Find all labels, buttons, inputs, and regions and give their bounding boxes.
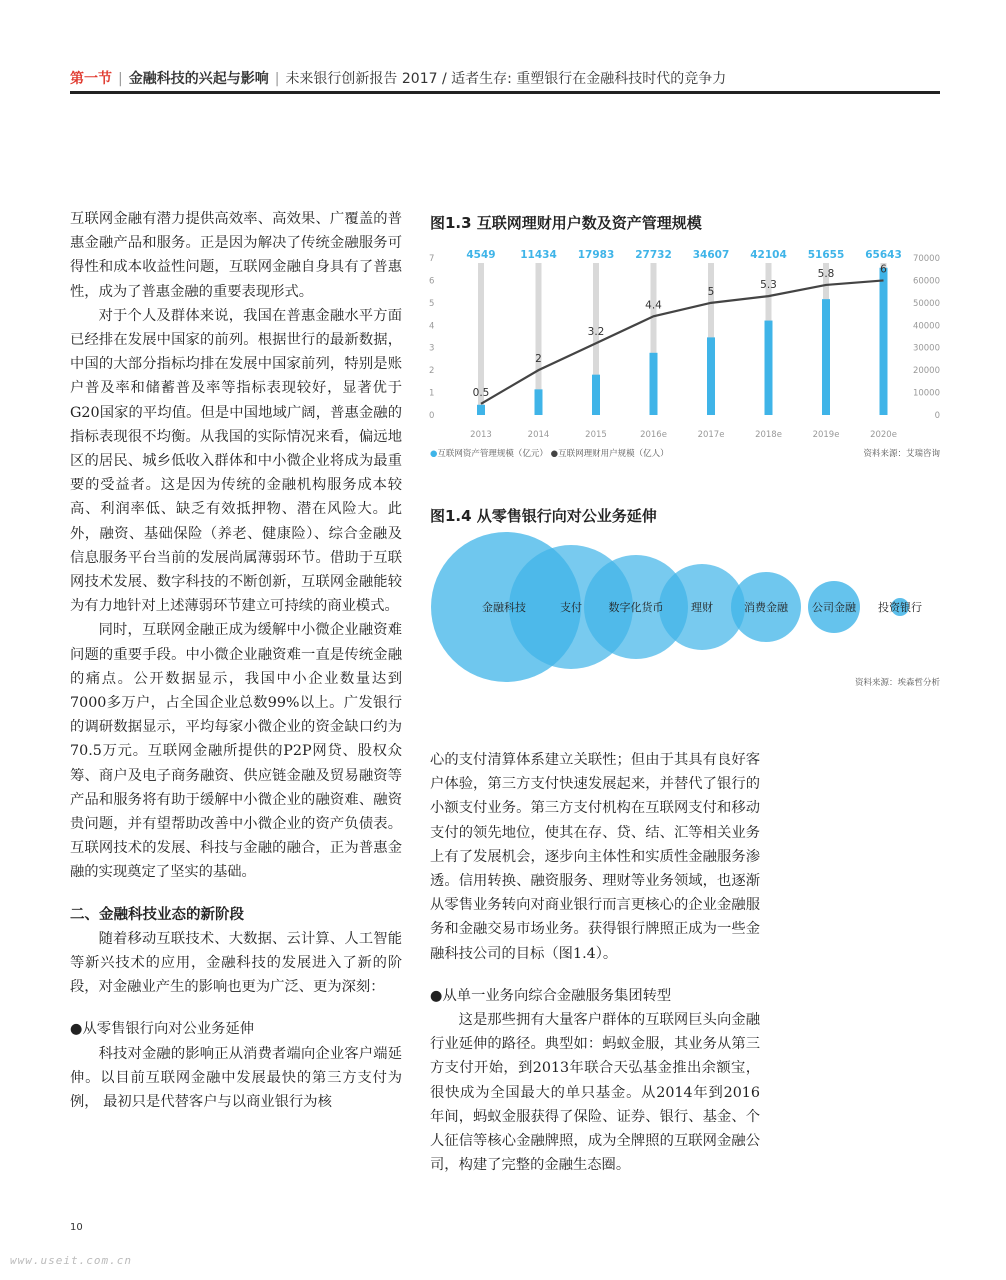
figure-1-3-title: 图1.3 互联网理财用户数及资产管理规模 — [430, 214, 702, 232]
bullet-heading: ●从单一业务向综合金融服务集团转型 — [430, 987, 672, 1004]
line-value-label: 0.5 — [472, 386, 490, 399]
line-value-label: 6 — [880, 263, 887, 276]
bar — [592, 375, 600, 415]
left-column — [70, 207, 402, 1114]
figure-1-4-circles — [426, 532, 944, 682]
paragraph: 随着移动互联技术、大数据、云计算、人工智能等新兴技术的应用，金融科技的发展进入了新的阶段，对金融业产生的影响也更为广泛、更为深刻： — [70, 930, 402, 996]
bar — [535, 389, 543, 415]
paragraph: 互联网金融有潜力提供高效率、高效果、广覆盖的普惠金融产品和服务。正是因为解决了传统金融服务可得性和成本收益性问题，互联网金融自身具有了普惠性，成为了普惠金融的重要表现形式。 — [70, 211, 402, 300]
bar — [880, 268, 888, 415]
right-tick-label: 30000 — [912, 343, 940, 354]
right-tick-label: 70000 — [912, 254, 940, 264]
bar-value-label: 34607 — [692, 249, 730, 261]
bar — [650, 353, 658, 415]
line-value-label: 3.2 — [587, 326, 605, 339]
spacer — [430, 966, 760, 984]
left-tick-label: 1 — [429, 388, 435, 399]
right-column — [430, 748, 760, 1177]
page-number: 10 — [70, 1222, 83, 1233]
venn-label: 支付 — [560, 601, 582, 614]
paragraph: 科技对金融的影响正从消费者端向企业客户端延伸。以目前互联网金融中发展最快的第三方支付为例， 最初只是代替客户与以商业银行为核 — [70, 1045, 402, 1110]
line-value-label: 2 — [535, 353, 542, 366]
right-tick-label: 40000 — [912, 321, 940, 332]
right-tick-label: 0 — [934, 411, 940, 421]
venn-label: 投资银行 — [878, 601, 922, 614]
figure-1-3-source: 资料来源：艾瑞咨询 — [863, 449, 940, 459]
line-value-label: 5.3 — [760, 279, 777, 292]
figure-1-3-chart — [426, 240, 944, 445]
left-tick-label: 0 — [429, 411, 435, 421]
line-value-label: 5.8 — [817, 267, 835, 280]
venn-label: 数字化货币 — [608, 601, 664, 614]
figure-1-4-source: 资料来源：埃森哲分析 — [854, 678, 940, 688]
x-tick-label: 2020e — [870, 430, 897, 440]
paragraph: 对于个人及群体来说，我国在普惠金融水平方面已经排在发展中国家的前列。根据世行的最新数据，中国的大部分指标均排在发展中国家前列，特别是账户普及率和储蓄普及率等指标表现较好，显著优于G20国家的平均值。但是中国地域广阔，普惠金融的指标表现很不均衡。从我国的实际情况来看，偏远地区的居民、城乡低收入群体和中小微企业将成为最重要的受益者。这是因为传统的金融机构服务成本较高、利润率低、缺乏有效抵押物、潜在风险大。此外，融资、基础保险（养老、健康险）、综合金融及信息服务平台当前的发展尚属薄弱环节。借助于互联网技术发展、数字科技的不断创新，互联网金融能较为有力地针对上述薄弱环节建立可持续的商业模式。 — [70, 307, 402, 615]
venn-label: 金融科技 — [482, 601, 526, 614]
legend-line-marker: ● — [550, 449, 559, 459]
header-rule — [70, 91, 940, 94]
bar — [822, 299, 830, 415]
left-tick-label: 3 — [429, 343, 435, 354]
x-tick-label: 2013 — [470, 430, 492, 440]
running-header: 第一节 | 金融科技的兴起与影响 | 未来银行创新报告 2017 / 适者生存: 重塑银行在金融科技时代的竞争力 — [70, 71, 727, 87]
legend-bar-marker: ● — [430, 449, 438, 459]
report-title: 未来银行创新报告 2017 / 适者生存: 重塑银行在金融科技时代的竞争力 — [285, 71, 727, 87]
x-tick-label: 2014 — [527, 430, 550, 440]
x-tick-label: 2016e — [640, 430, 667, 440]
section-heading: 二、金融科技业态的新阶段 — [70, 906, 244, 923]
legend-line-label: 互联网理财用户规模（亿人） — [558, 449, 669, 459]
x-tick-label: 2015 — [585, 430, 607, 440]
left-tick-label: 6 — [429, 276, 435, 287]
section-title: 金融科技的兴起与影响 — [128, 71, 269, 87]
right-tick-label: 20000 — [912, 366, 940, 377]
section-label: 第一节 — [70, 71, 112, 87]
x-tick-label: 2017e — [697, 430, 725, 440]
venn-label: 理财 — [691, 601, 713, 614]
right-tick-label: 60000 — [912, 276, 940, 287]
bar-value-label: 17983 — [577, 249, 615, 261]
bar — [765, 321, 773, 415]
bar-value-label: 65643 — [865, 249, 902, 261]
spacer — [70, 885, 402, 903]
paragraph: 同时，互联网金融正成为缓解中小微企业融资难问题的重要手段。中小微企业融资难一直是传统金融的痛点。公开数据显示，我国中小企业数量达到7000多万户，占全国企业总数99%以上。广发银行的调研数据显示，平均每家小微企业的资金缺口约为70.5万元。互联网金融所提供的P2P网贷、股权众筹、商户及电子商务融资、供应链金融及贸易融资等产品和服务将有助于缓解中小微企业的融资难、融资贵问题，并有望帮助改善中小微企业的资产负债表。互联网技术的发展、科技与金融的融合，正为普惠金融的实现奠定了坚实的基础。 — [70, 622, 402, 881]
venn-label: 公司金融 — [812, 601, 856, 614]
x-tick-label: 2018e — [755, 430, 782, 440]
legend-bar-label: 互联网资产管理规模（亿元） — [437, 449, 548, 459]
figure-1-4-title: 图1.4 从零售银行向对公业务延伸 — [430, 507, 657, 525]
bar — [707, 337, 715, 415]
bar-value-label: 27732 — [635, 249, 672, 261]
bar-value-label: 4549 — [466, 249, 496, 261]
bar-value-label: 42104 — [750, 249, 787, 261]
line-value-label: 4.4 — [645, 299, 662, 312]
bar-value-label: 51655 — [807, 249, 845, 261]
left-tick-label: 4 — [429, 321, 435, 332]
left-tick-label: 2 — [429, 366, 435, 377]
bullet-heading: ●从零售银行向对公业务延伸 — [70, 1021, 255, 1038]
right-tick-label: 50000 — [912, 298, 940, 309]
venn-label: 消费金融 — [744, 601, 788, 614]
x-tick-label: 2019e — [812, 430, 840, 440]
right-tick-label: 10000 — [912, 388, 940, 399]
paragraph: 这是那些拥有大量客户群体的互联网巨头向金融行业延伸的路径。典型如：蚂蚁金服，其业务从第三方支付开始，到2013年联合天弘基金推出余额宝，很快成为全国最大的单只基金。从2014年到2016年间，蚂蚁金服获得了保险、证券、银行、基金、个人征信等核心金融牌照，成为全牌照的互联网金融公司，构建了完整的金融生态圈。 — [430, 1012, 760, 1174]
paragraph: 心的支付清算体系建立关联性；但由于其具有良好客户体验，第三方支付快速发展起来，并替代了银行的小额支付业务。第三方支付机构在互联网支付和移动支付的领先地位，使其在存、贷、结、汇等相关业务上有了发展机会，逐步向主体性和实质性金融服务渗透。信用转换、融资服务、理财等业务领域，也逐渐从零售业务转向对商业银行而言更核心的企业金融服务和金融交易市场业务。获得银行牌照正成为一些金融科技公司的目标（图1.4）。 — [430, 752, 760, 962]
spacer — [70, 999, 402, 1017]
chart-legend — [430, 447, 669, 459]
watermark: www.useit.com.cn — [10, 1254, 132, 1267]
left-tick-label: 5 — [429, 298, 435, 309]
left-tick-label: 7 — [429, 254, 435, 264]
bar-value-label: 11434 — [520, 249, 557, 261]
bar — [477, 405, 485, 415]
line-value-label: 5 — [707, 285, 715, 298]
